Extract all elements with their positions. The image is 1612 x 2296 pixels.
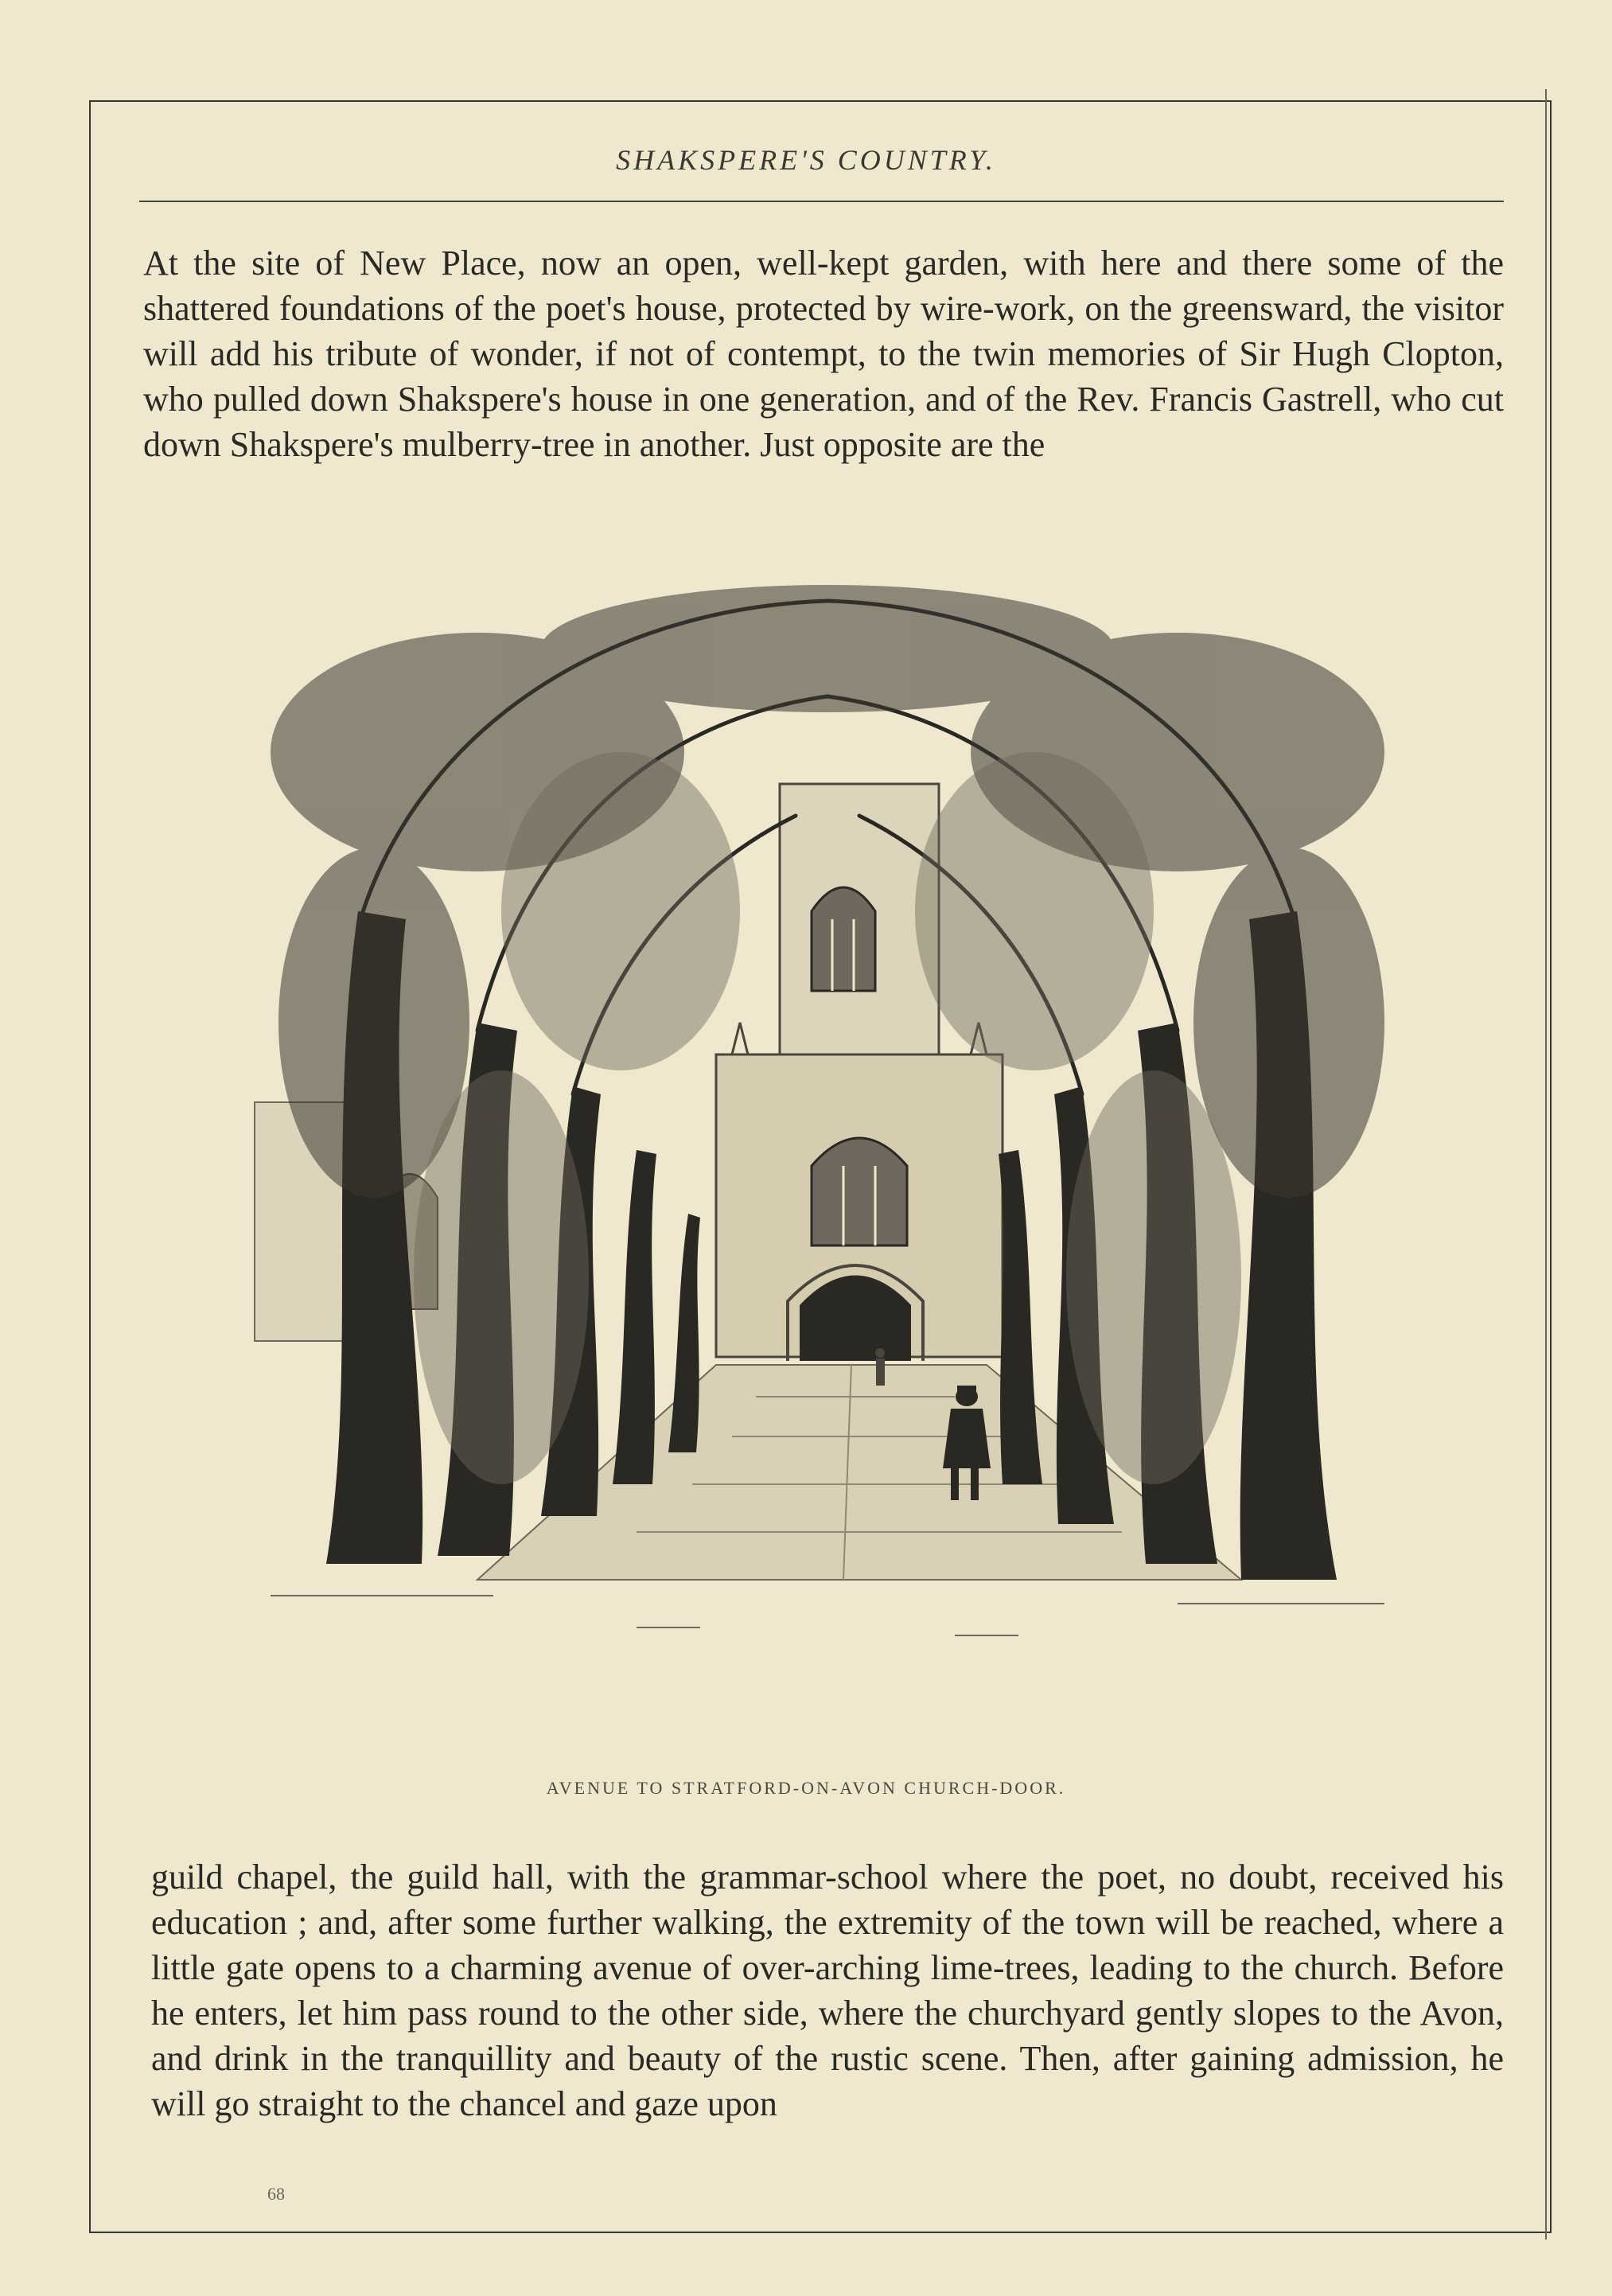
running-head: SHAKSPERE'S COUNTRY.: [616, 144, 996, 176]
figure-distant: [875, 1348, 885, 1386]
illustration-caption: AVENUE TO STRATFORD-ON-AVON CHURCH-DOOR.: [546, 1778, 1066, 1798]
paragraph-bottom: guild chapel, the guild hall, with the grammar-school where the poet, no doubt, received his education ; and, after some further walking, the extremity of the town will be reached, where a little gate opens to a charming avenue of over-arching lime-trees, leading to the church. Before he enters, let him pass round to the other side, where the churchyard gently slopes to the Avon, and drink in the tranquillity and beauty of the rustic scene. Then, after gaining admission, he will go straight to the chancel and gaze upon: [151, 1857, 1504, 2123]
page-edge-rule: [1545, 89, 1547, 2239]
header-rule: [139, 201, 1504, 202]
engraving-illustration: [239, 577, 1416, 1755]
page-number: 68: [267, 2184, 285, 2204]
paragraph-top: At the site of New Place, now an open, well-kept garden, with here and there some of the shattered foundations of the poet's house, protected by wire-work, on the greensward, the visitor will add his tribute of wonder, if not of contempt, to the twin memories of Sir Hugh Clopton, who pulled down Shakspere's house in one generation, and of the Rev. Francis Gastrell, who cut down Shakspere's mulberry-tree in another. Just opposite are the: [143, 244, 1504, 464]
